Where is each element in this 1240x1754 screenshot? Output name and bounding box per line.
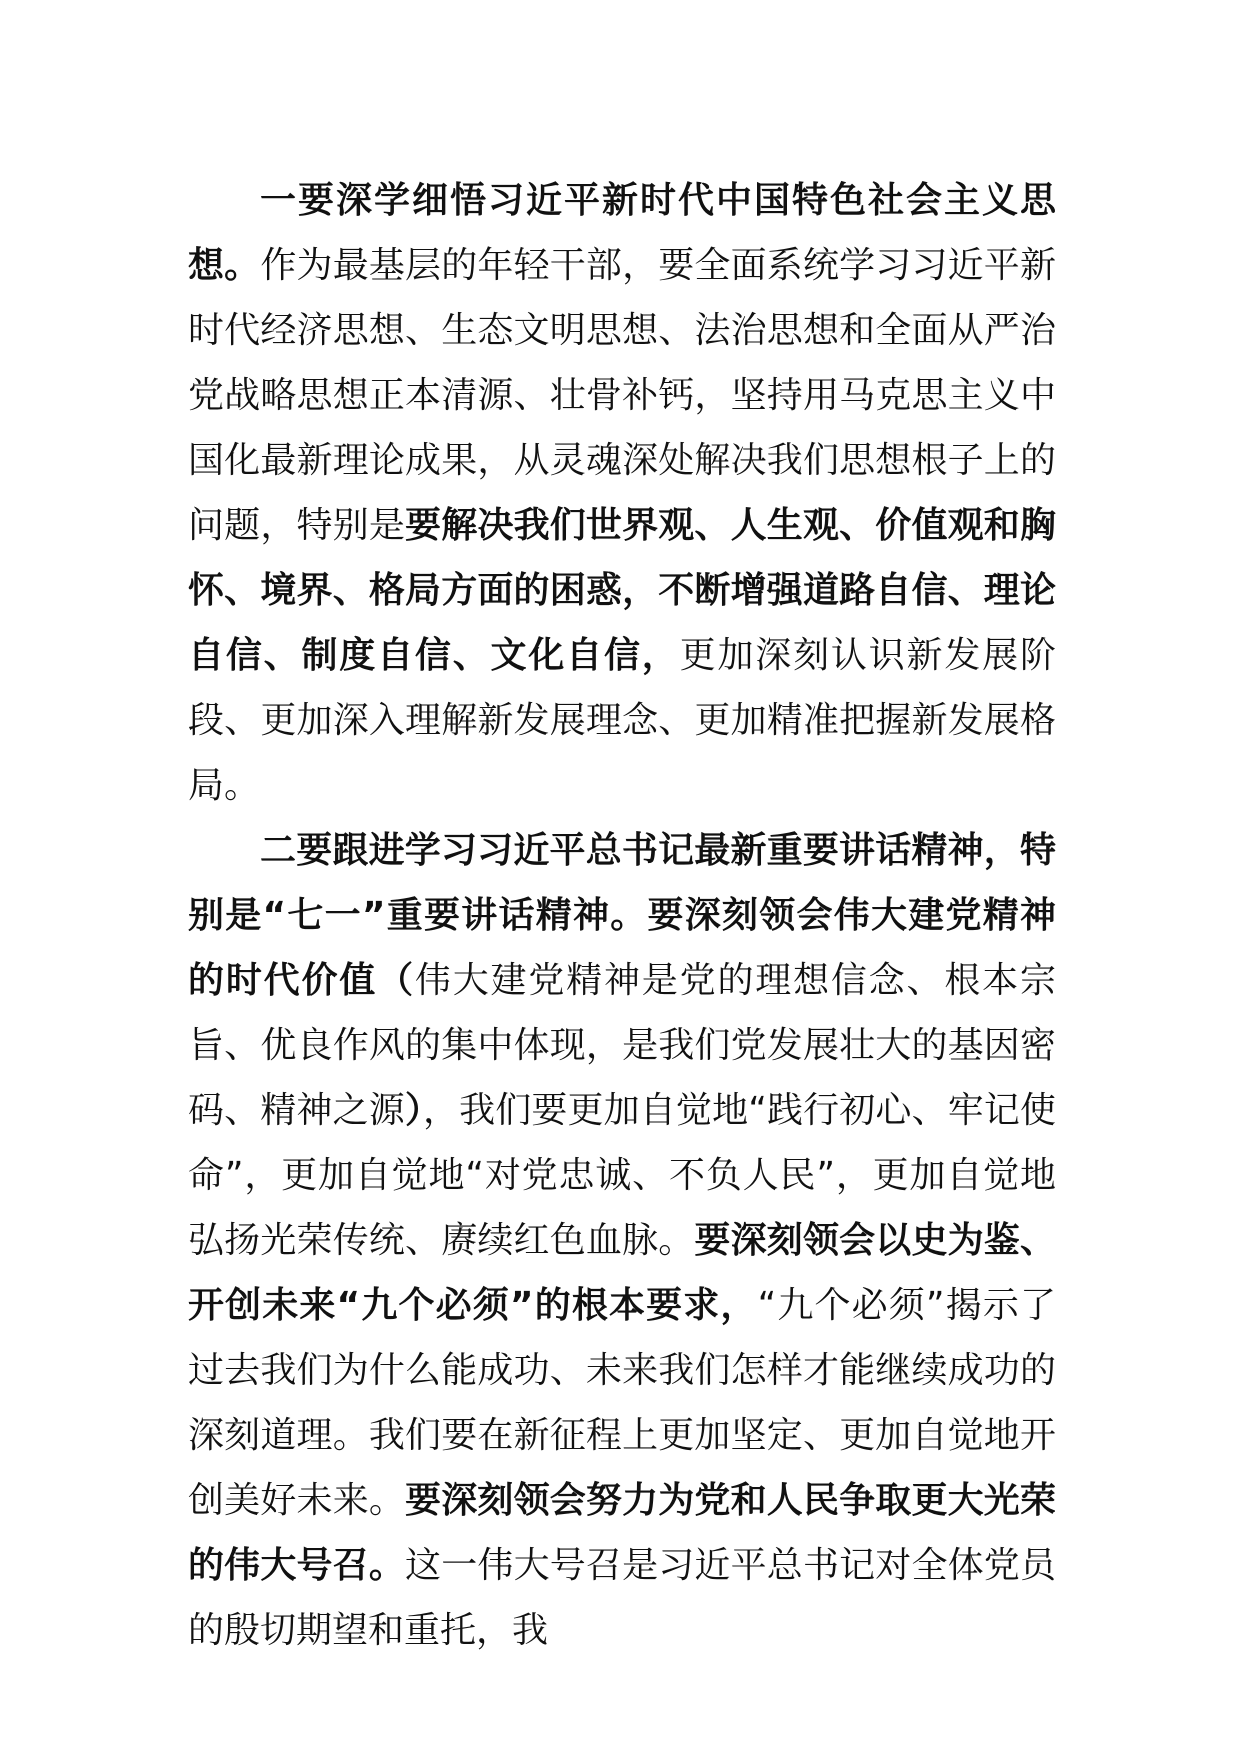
paragraph-1-heading: 一要深学细悟习近平新时代中国特色社会主义思想。 [188, 180, 1056, 286]
document-body [188, 168, 1056, 1663]
paragraph-2-heading: 二要跟进学习习近平总书记最新重要讲话精神，特别是“七一”重要讲话精神。要深刻领会伟大建党精神的时代价值（ [188, 830, 1056, 1001]
paragraph-2-text-2: “九个必须”揭示了过去我们为什么能成功、未来我们怎样才能继续成功的深刻道理。我们要在新征程上更加坚定、更加自觉地开创美好未来。 [188, 1285, 1056, 1521]
paragraph-2-text: ，我们要更加自觉地“践行初心、牢记使命”，更加自觉地“对党忠诚、不负人民”，更加自觉地弘扬光荣传统、赓续红色血脉。 [188, 1090, 1056, 1261]
paragraph-2-emphasis-2: 要深刻领会努力为党和人民争取更大光荣的伟大号召。 [188, 1480, 1056, 1586]
paragraph-1-emphasis: 要解决我们世界观、人生观、价值观和胸怀、境界、格局方面的困惑，不断增强道路自信、理论自信、制度自信、文化自信， [188, 505, 1056, 676]
paragraph-1-text: 作为最基层的年轻干部，要全面系统学习习近平新时代经济思想、生态文明思想、法治思想和全面从严治党战略思想正本清源、壮骨补钙，坚持用马克思主义中国化最新理论成果，从灵魂深处解决我们思想根子上的问题，特别是 [188, 245, 1056, 546]
paragraph-1-text-end: 更加深刻认识新发展阶段、更加深入理解新发展理念、更加精准把握新发展格局。 [188, 635, 1056, 806]
paragraph-2-parenthetical: 伟大建党精神是党的理想信念、根本宗旨、优良作风的集中体现，是我们党发展壮大的基因密码、精神之源 [188, 960, 1056, 1131]
paragraph-2-emphasis-1: 要深刻领会以史为鉴、开创未来“九个必须”的根本要求， [188, 1220, 1056, 1326]
paragraph-2-close-paren: ） [404, 1090, 423, 1131]
paragraph-2-text-end: 这一伟大号召是习近平总书记对全体党员的殷切期望和重托，我 [188, 1545, 1056, 1651]
paragraph-2 [188, 818, 1056, 1663]
paragraph-1 [188, 168, 1056, 818]
